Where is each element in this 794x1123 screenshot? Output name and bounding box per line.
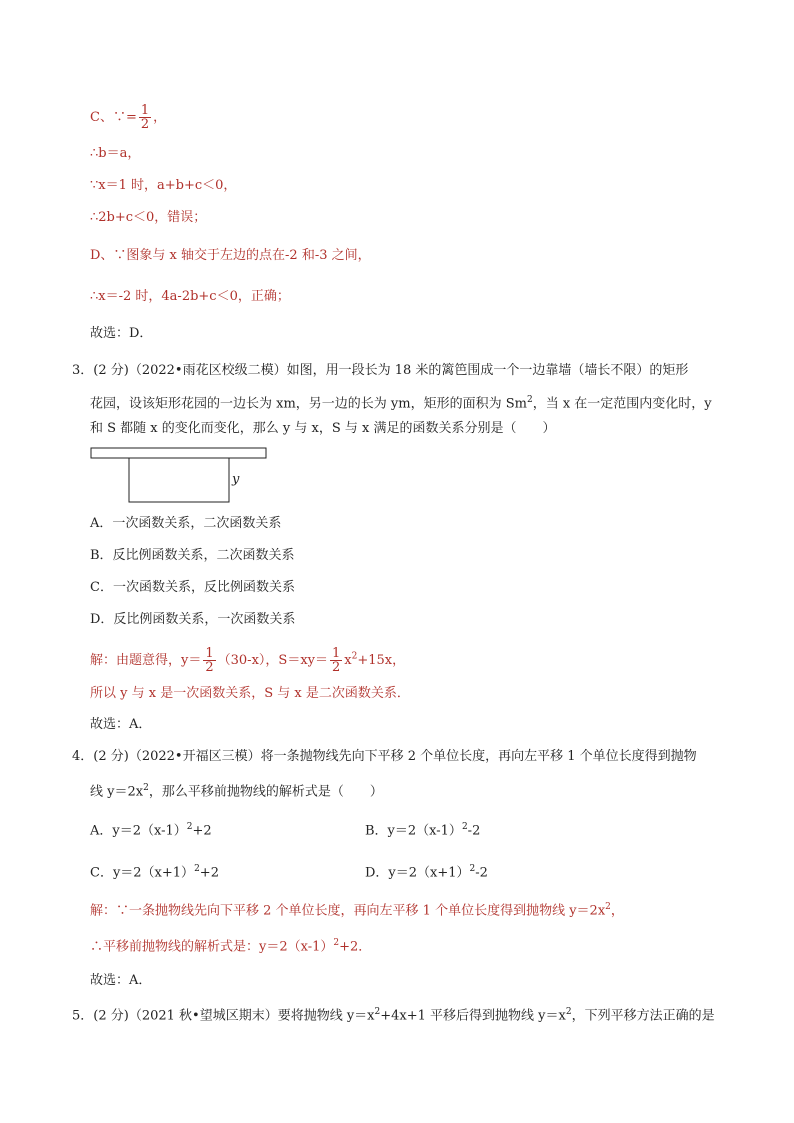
question-3-option-b: B．反比例函数关系，二次函数关系 bbox=[90, 548, 295, 563]
question-4-answer: 故选：A． bbox=[90, 973, 152, 988]
question-3-solution-line-2: 所以 y 与 x 是一次函数关系，S 与 x 是二次函数关系． bbox=[90, 686, 410, 701]
solution-option-c-line: C、∵= $\frac{1}{2}$ ， bbox=[90, 103, 167, 132]
solution-c-prefix: C、∵= bbox=[90, 110, 137, 125]
solution-line: ∴x＝-2 时，4a-2b+c＜0，正确； bbox=[90, 289, 290, 304]
question-4-solution-line-1: 解：∵一条抛物线先向下平移 2 个单位长度，再向左平移 1 个单位长度得到抛物线 $y=2x^2$， bbox=[90, 902, 624, 919]
question-3-solution-line-1: 解：由题意得，y＝ $\frac{1}{2}$ （30-x），S＝xy＝ $\frac{1}{2}$ $x^2+15x$， bbox=[90, 646, 406, 675]
figure-label-y: y bbox=[232, 472, 240, 487]
question-3-stem-line-2: 花园，设该矩形花园的一边长为 xm，另一边的长为 ym，矩形的面积为 Sm$^2$，当 x 在一定范围内变化时，y bbox=[90, 395, 712, 412]
solution-line: D、∵图象与 x 轴交于左边的点在-2 和-3 之间， bbox=[90, 248, 371, 263]
solution-line: ∴2b+c＜0，错误； bbox=[90, 210, 207, 225]
answer-line: 故选：D． bbox=[90, 326, 153, 341]
fraction: $\frac{1}{2}$ bbox=[140, 103, 150, 132]
fraction: $\frac{1}{2}$ bbox=[332, 646, 341, 675]
question-3-stem-line-3: 和 S 都随 x 的变化而变化，那么 y 与 x，S 与 x 满足的函数关系分别是（ ） bbox=[90, 421, 556, 436]
fraction: $\frac{1}{2}$ bbox=[205, 646, 214, 675]
question-4-stem-line-1: 4．(2 分)（2022•开福区三模）将一条抛物线先向下平移 2 个单位长度，再向左平移 1 个单位长度得到抛物 bbox=[72, 749, 697, 764]
question-3-stem-line-1: 3．(2 分)（2022•雨花区校级二模）如图，用一段长为 18 米的篱笆围成一个一边靠墙（墙长不限）的矩形 bbox=[72, 363, 689, 378]
question-4-solution-line-2: ∴平移前抛物线的解析式是：$y=2(x-1)^2+2$． bbox=[90, 938, 372, 955]
question-3-option-c: C．一次函数关系，反比例函数关系 bbox=[90, 580, 295, 595]
question-4-option-b: B．$y=2(x-1)^2-2$ bbox=[365, 822, 481, 839]
question-4-stem-line-2: 线 $y=2x^2$，那么平移前抛物线的解析式是（ ） bbox=[90, 783, 383, 800]
wall-rect bbox=[91, 448, 266, 458]
question-3-option-d: D．反比例函数关系，一次函数关系 bbox=[90, 612, 296, 627]
garden-rect bbox=[129, 458, 229, 502]
question-4-option-a: A．$y=2(x-1)^2+2$ bbox=[90, 822, 212, 839]
question-3-option-a: A．一次函数关系，二次函数关系 bbox=[90, 516, 282, 531]
fence-garden-figure bbox=[90, 446, 280, 506]
question-3-answer: 故选：A． bbox=[90, 717, 152, 732]
solution-line: ∵x＝1 时，a+b+c＜0， bbox=[90, 178, 237, 193]
question-4-option-d: D．$y=2(x+1)^2-2$ bbox=[365, 864, 488, 881]
question-4-option-c: C．$y=2(x+1)^2+2$ bbox=[90, 864, 219, 881]
question-5-stem-line-1: 5．(2 分)（2021 秋•望城区期末）要将抛物线 $y=x^2+4x+1$ 平移后得到抛物线 $y=x^2$，下列平移方法正确的是 bbox=[72, 1007, 715, 1024]
solution-line: ∴b＝a， bbox=[90, 146, 141, 161]
